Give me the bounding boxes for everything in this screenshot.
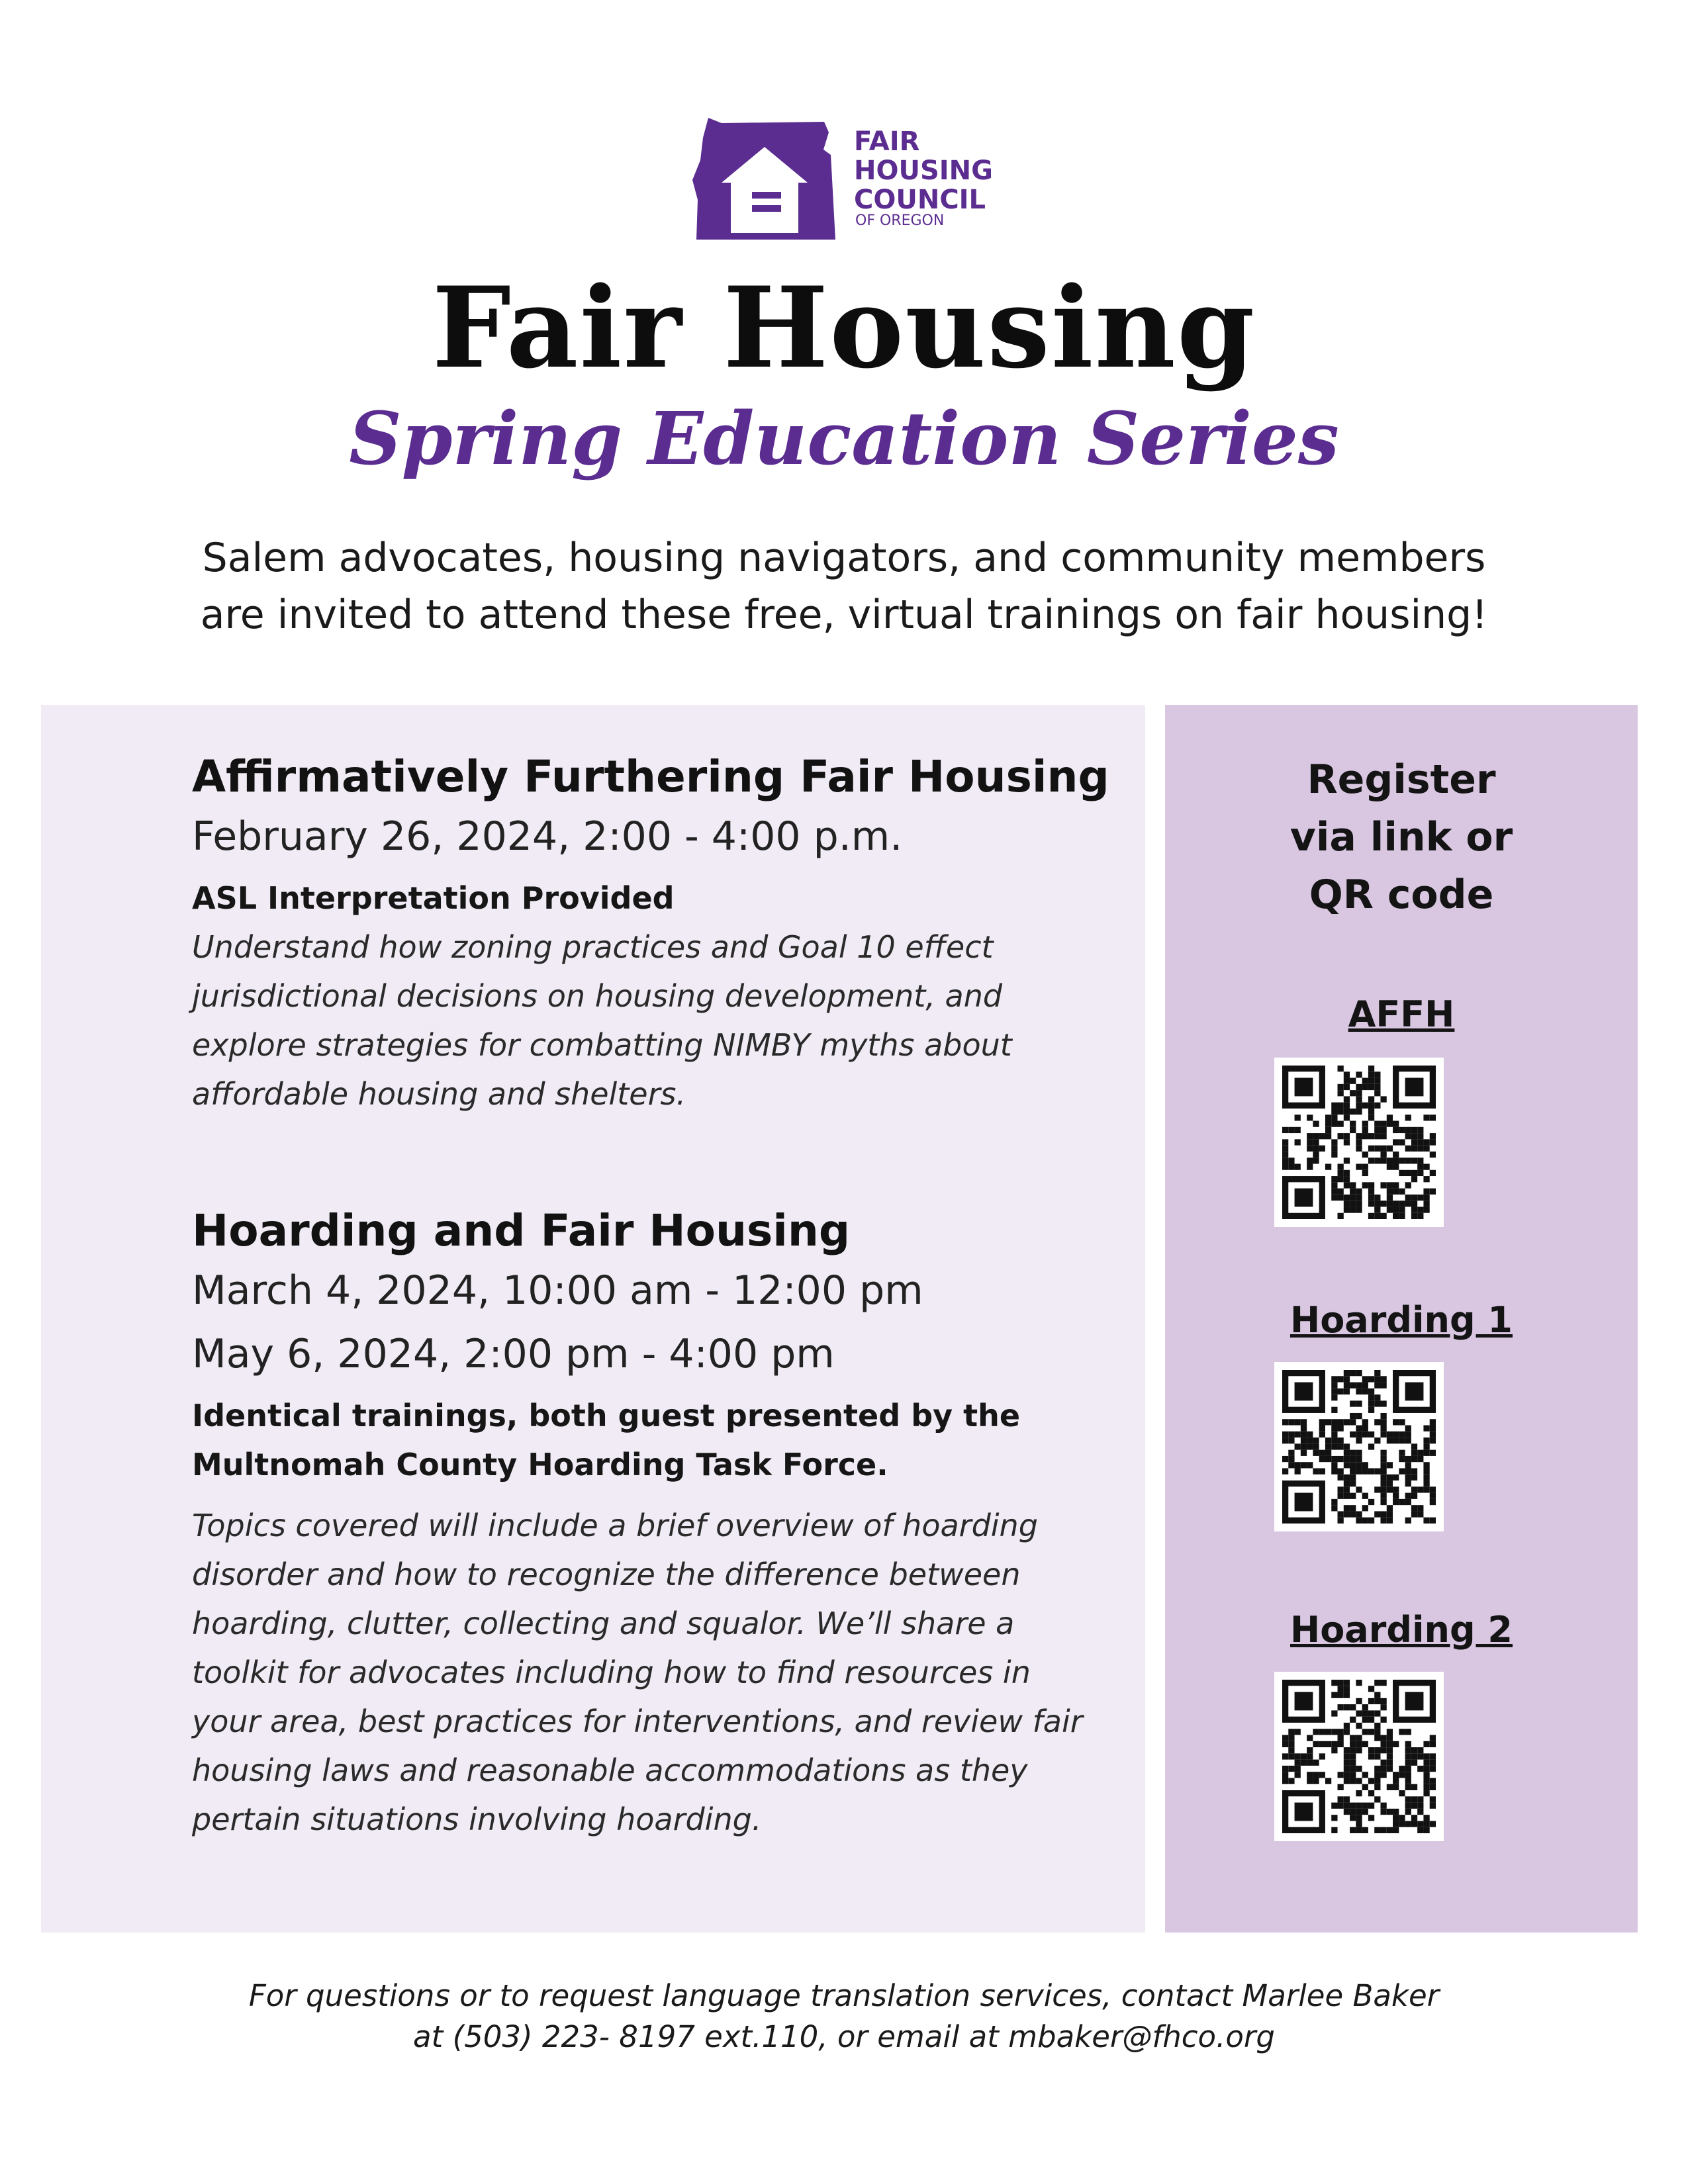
event-date: February 26, 2024, 2:00 - 4:00 p.m.: [192, 813, 903, 860]
event-note: ASL Interpretation Provided: [192, 880, 675, 916]
intro-line: are invited to attend these free, virtual trainings on fair housing!: [200, 592, 1488, 638]
desc-line: Topics covered will include a brief overview of hoarding: [192, 1508, 1038, 1543]
desc-line: jurisdictional decisions on housing development, and: [192, 978, 1003, 1014]
affh-register-link[interactable]: AFFH: [1348, 993, 1455, 1035]
desc-line: pertain situations involving hoarding.: [192, 1801, 762, 1837]
oregon-house-icon: [688, 113, 847, 245]
desc-line: affordable housing and shelters.: [192, 1076, 686, 1112]
org-name-line: HOUSING: [854, 156, 993, 186]
hoarding-1-register-link[interactable]: Hoarding 1: [1290, 1299, 1513, 1341]
hoarding-2-register-link[interactable]: Hoarding 2: [1290, 1609, 1513, 1651]
desc-line: Understand how zoning practices and Goal 10 effect: [192, 929, 994, 965]
desc-line: explore strategies for combatting NIMBY myths about: [192, 1027, 1012, 1063]
register-heading: [1165, 751, 1638, 924]
org-name-line: FAIR: [854, 126, 920, 157]
intro-line: Salem advocates, housing navigators, and community members: [202, 535, 1486, 581]
note-line: Multnomah County Hoarding Task Force.: [192, 1447, 888, 1482]
event-date: March 4, 2024, 10:00 am - 12:00 pm: [192, 1267, 923, 1314]
page-title: Fair Housing: [432, 262, 1256, 393]
org-logo: [688, 113, 1006, 245]
register-heading-line: QR code: [1309, 872, 1494, 918]
org-subtitle: OF OREGON: [855, 212, 945, 229]
footer-line: For questions or to request language translation services, contact Marlee Baker: [248, 1978, 1440, 2013]
event-title: Affirmatively Furthering Fair Housing: [192, 751, 1109, 802]
note-line: Identical trainings, both guest presented by the: [192, 1398, 1021, 1433]
event-hoarding: [192, 1203, 1132, 1844]
affh-qr-code[interactable]: [1274, 1058, 1444, 1227]
event-note: [192, 1391, 1132, 1489]
desc-line: toolkit for advocates including how to find resources in: [192, 1655, 1031, 1690]
hoarding-2-qr-code[interactable]: [1274, 1672, 1444, 1841]
event-affh: [192, 749, 1132, 1118]
qr-code-icon: [1282, 1066, 1436, 1219]
event-date: May 6, 2024, 2:00 pm - 4:00 pm: [192, 1331, 835, 1377]
qr-code-icon: [1282, 1680, 1436, 1833]
contact-footer: [132, 1976, 1556, 2058]
register-heading-line: Register: [1307, 756, 1496, 803]
page-subtitle: Spring Education Series: [349, 396, 1339, 481]
hoarding-1-qr-code[interactable]: [1274, 1362, 1444, 1531]
intro-text: [132, 529, 1556, 643]
qr-code-icon: [1282, 1370, 1436, 1524]
desc-line: disorder and how to recognize the difference between: [192, 1557, 1021, 1592]
desc-line: hoarding, clutter, collecting and squalor. We’ll share a: [192, 1606, 1015, 1641]
desc-line: housing laws and reasonable accommodations as they: [192, 1752, 1028, 1788]
desc-line: your area, best practices for interventions, and review fair: [192, 1704, 1083, 1739]
org-name-line: COUNCIL: [854, 185, 986, 215]
register-heading-line: via link or: [1289, 814, 1513, 860]
footer-line: at (503) 223- 8197 ext.110, or email at mbaker@fhco.org: [413, 2019, 1275, 2054]
event-description: [192, 923, 1132, 1118]
event-title: Hoarding and Fair Housing: [192, 1205, 851, 1256]
event-description: [192, 1501, 1132, 1844]
